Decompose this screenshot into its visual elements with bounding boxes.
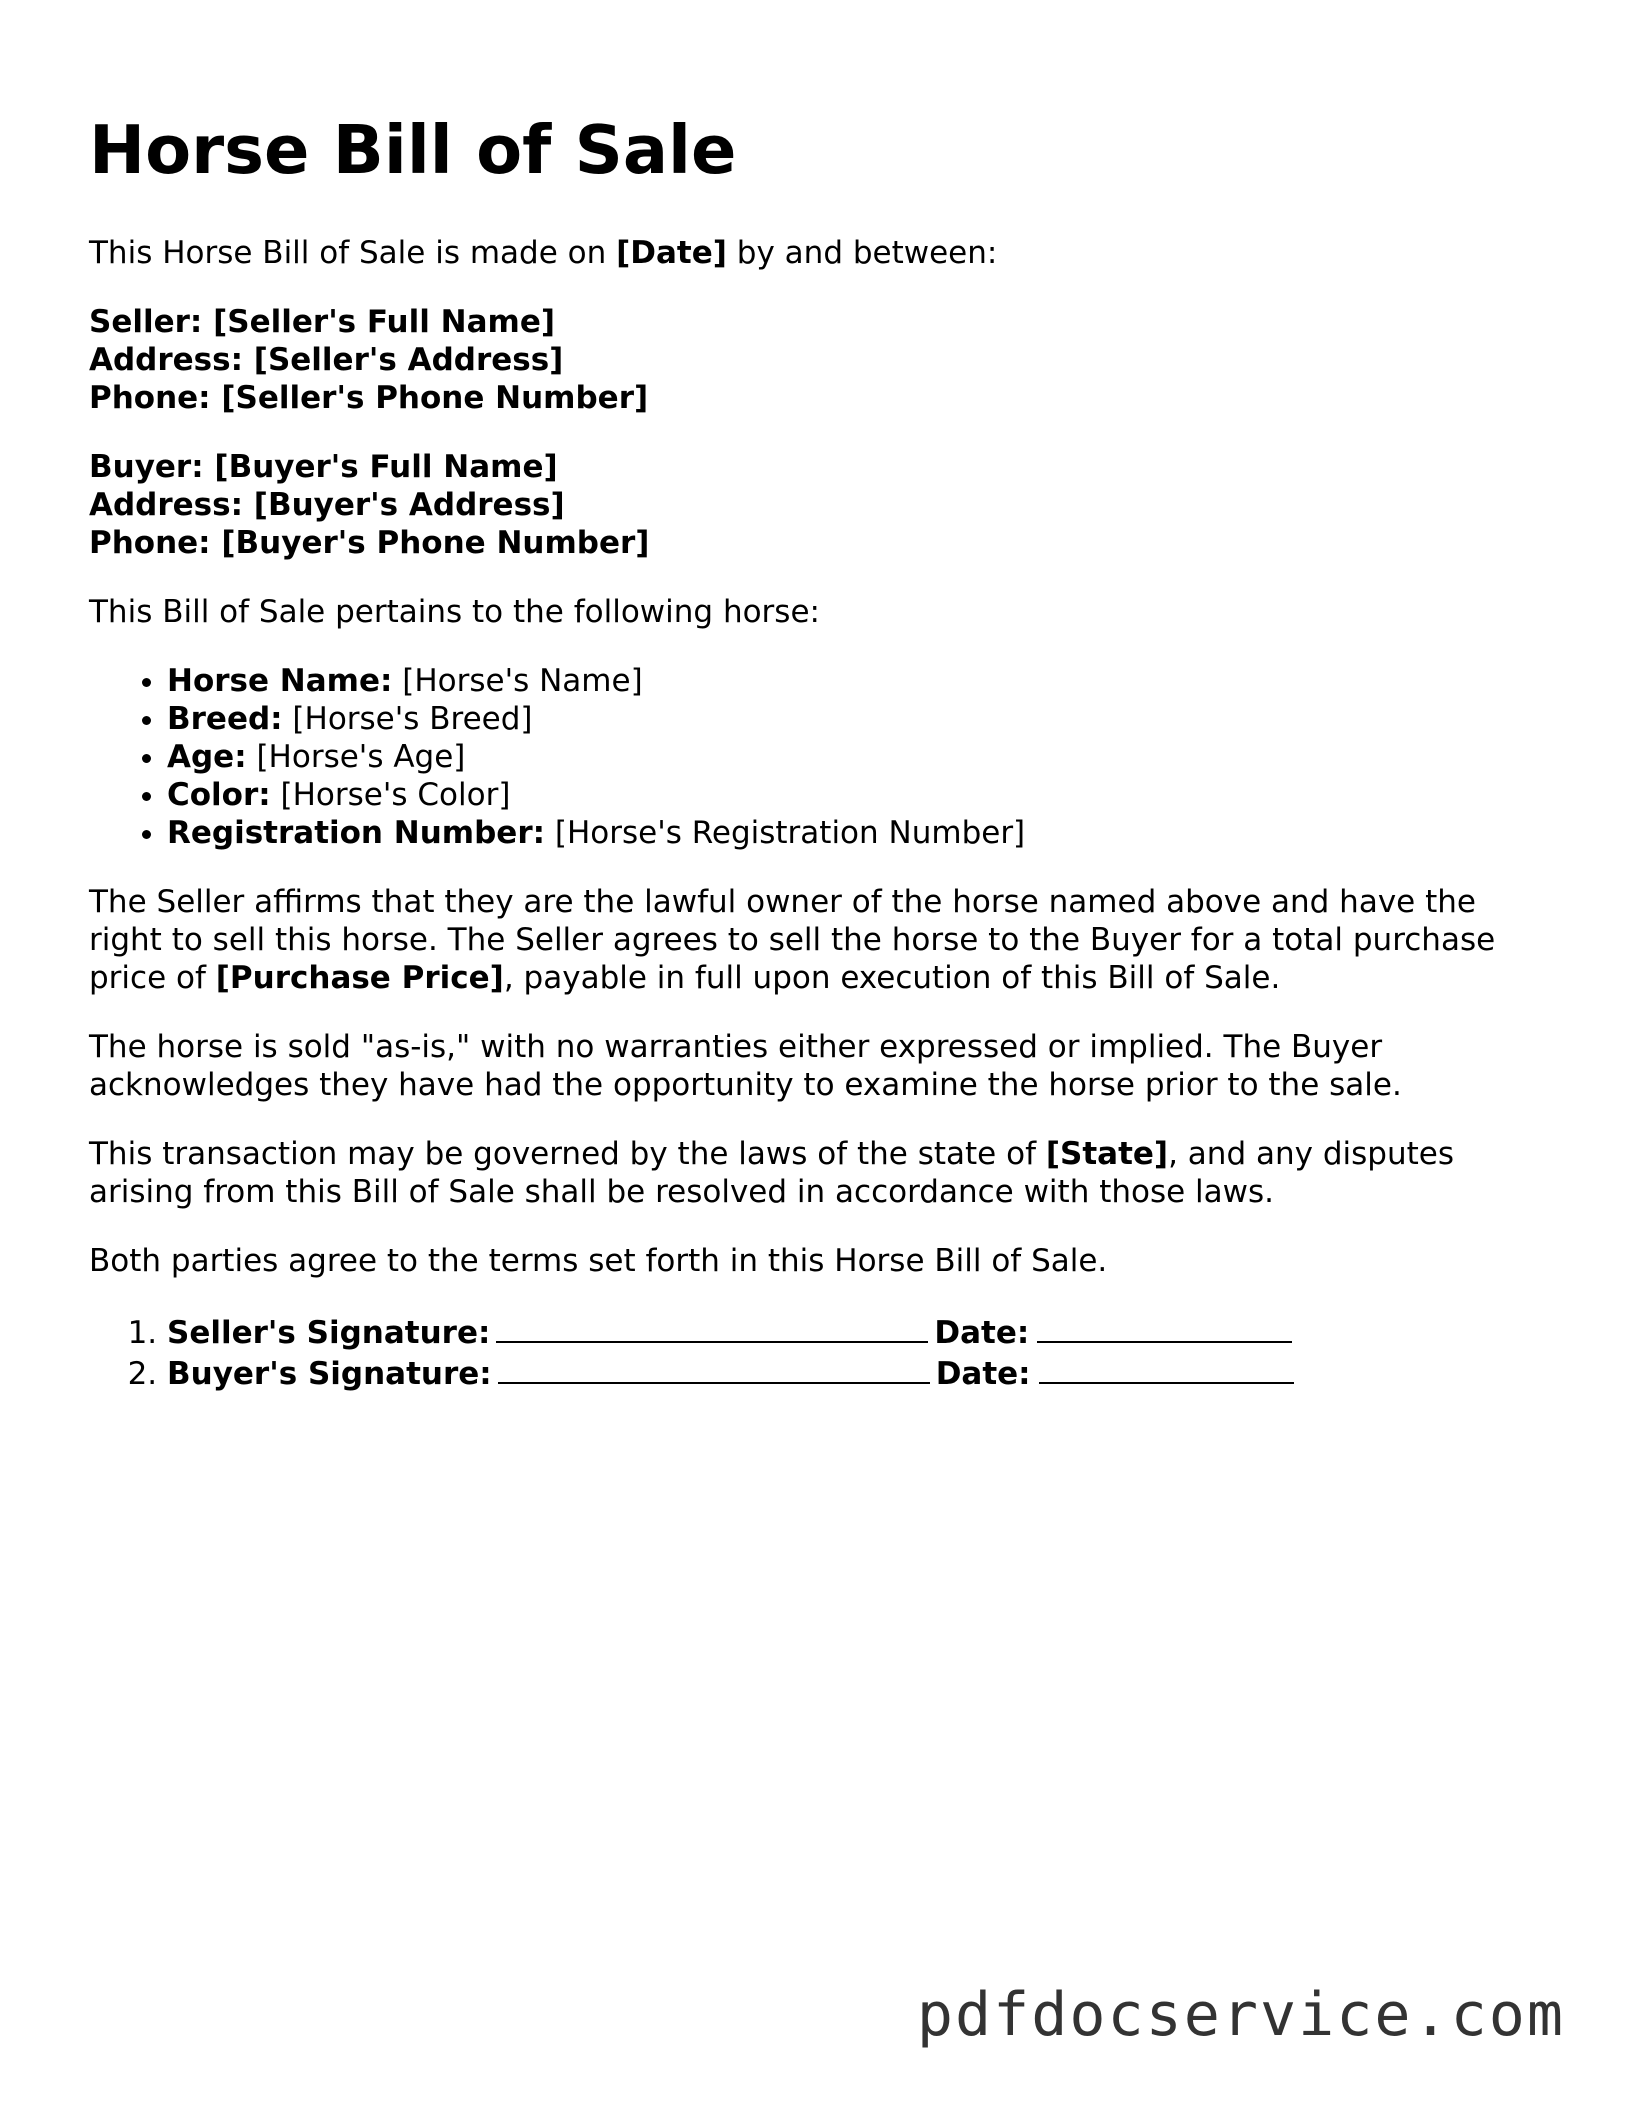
detail-value: [Horse's Registration Number] [545, 815, 1026, 851]
list-item-breed [167, 700, 1549, 738]
detail-label: Horse Name: [167, 663, 393, 699]
governing-text-after: , and any disputes arising from this Bill of Sale shall be resolved in accordance with those laws. [89, 1136, 1454, 1210]
signature-list [89, 1311, 1549, 1393]
seller-name: Seller: [Seller's Full Name] [89, 304, 556, 340]
detail-label: Registration Number: [167, 815, 546, 851]
page-title: Horse Bill of Sale [89, 111, 737, 189]
state-placeholder: [State] [1045, 1136, 1169, 1172]
detail-value: [Horse's Name] [392, 663, 643, 699]
as-is-paragraph: The horse is sold "as-is," with no warranties either expressed or implied. The Buyer acknowledges they have had the opportunity to examine the horse prior to the sale. [89, 1029, 1402, 1103]
governing-law-paragraph [89, 1135, 1549, 1211]
seller-address: Address: [Seller's Address] [89, 342, 564, 378]
buyer-name: Buyer: [Buyer's Full Name] [89, 449, 558, 485]
date-label: Date: [934, 1315, 1030, 1351]
detail-value: [Horse's Age] [246, 739, 466, 775]
date-blank[interactable] [1037, 1311, 1292, 1343]
signature-blank[interactable] [498, 1352, 930, 1384]
seller-block [89, 303, 1549, 417]
watermark-footer: pdfdocservice.com [916, 1980, 1565, 2050]
ownership-text-before: The Seller affirms that they are the lawful owner of the horse named above and have the right to sell this horse. The Seller agrees to sell the horse to the Buyer for a total purchase price of [89, 884, 1496, 996]
detail-value: [Horse's Breed] [282, 701, 533, 737]
seller-phone: Phone: [Seller's Phone Number] [89, 380, 649, 416]
horse-intro: This Bill of Sale pertains to the following horse: [89, 594, 820, 630]
governing-text-before: This transaction may be governed by the laws of the state of [89, 1136, 1046, 1172]
intro-text-before: This Horse Bill of Sale is made on [89, 235, 617, 271]
document-page [89, 110, 1549, 1393]
signature-label: Seller's Signature: [167, 1315, 491, 1351]
purchase-price-placeholder: [Purchase Price] [215, 960, 504, 996]
intro-paragraph [89, 234, 1549, 272]
date-label: Date: [935, 1356, 1031, 1392]
seller-signature-line [167, 1311, 1549, 1352]
detail-label: Color: [167, 777, 271, 813]
buyer-address: Address: [Buyer's Address] [89, 487, 565, 523]
ownership-paragraph [89, 883, 1549, 997]
list-item-horse-name [167, 662, 1549, 700]
buyer-phone: Phone: [Buyer's Phone Number] [89, 525, 650, 561]
detail-value: [Horse's Color] [270, 777, 511, 813]
ownership-text-after: , payable in full upon execution of this Bill of Sale. [503, 960, 1281, 996]
detail-label: Age: [167, 739, 247, 775]
list-item-age [167, 738, 1549, 776]
buyer-block [89, 448, 1549, 562]
signature-label: Buyer's Signature: [167, 1356, 492, 1392]
date-blank[interactable] [1039, 1352, 1294, 1384]
agreement-paragraph: Both parties agree to the terms set forth in this Horse Bill of Sale. [89, 1243, 1108, 1279]
intro-text-after: by and between: [726, 235, 998, 271]
buyer-signature-line [167, 1352, 1549, 1393]
detail-label: Breed: [167, 701, 283, 737]
date-placeholder: [Date] [616, 235, 727, 271]
signature-blank[interactable] [496, 1311, 928, 1343]
list-item-color [167, 776, 1549, 814]
list-item-registration [167, 814, 1549, 852]
horse-details-list [89, 662, 1549, 852]
